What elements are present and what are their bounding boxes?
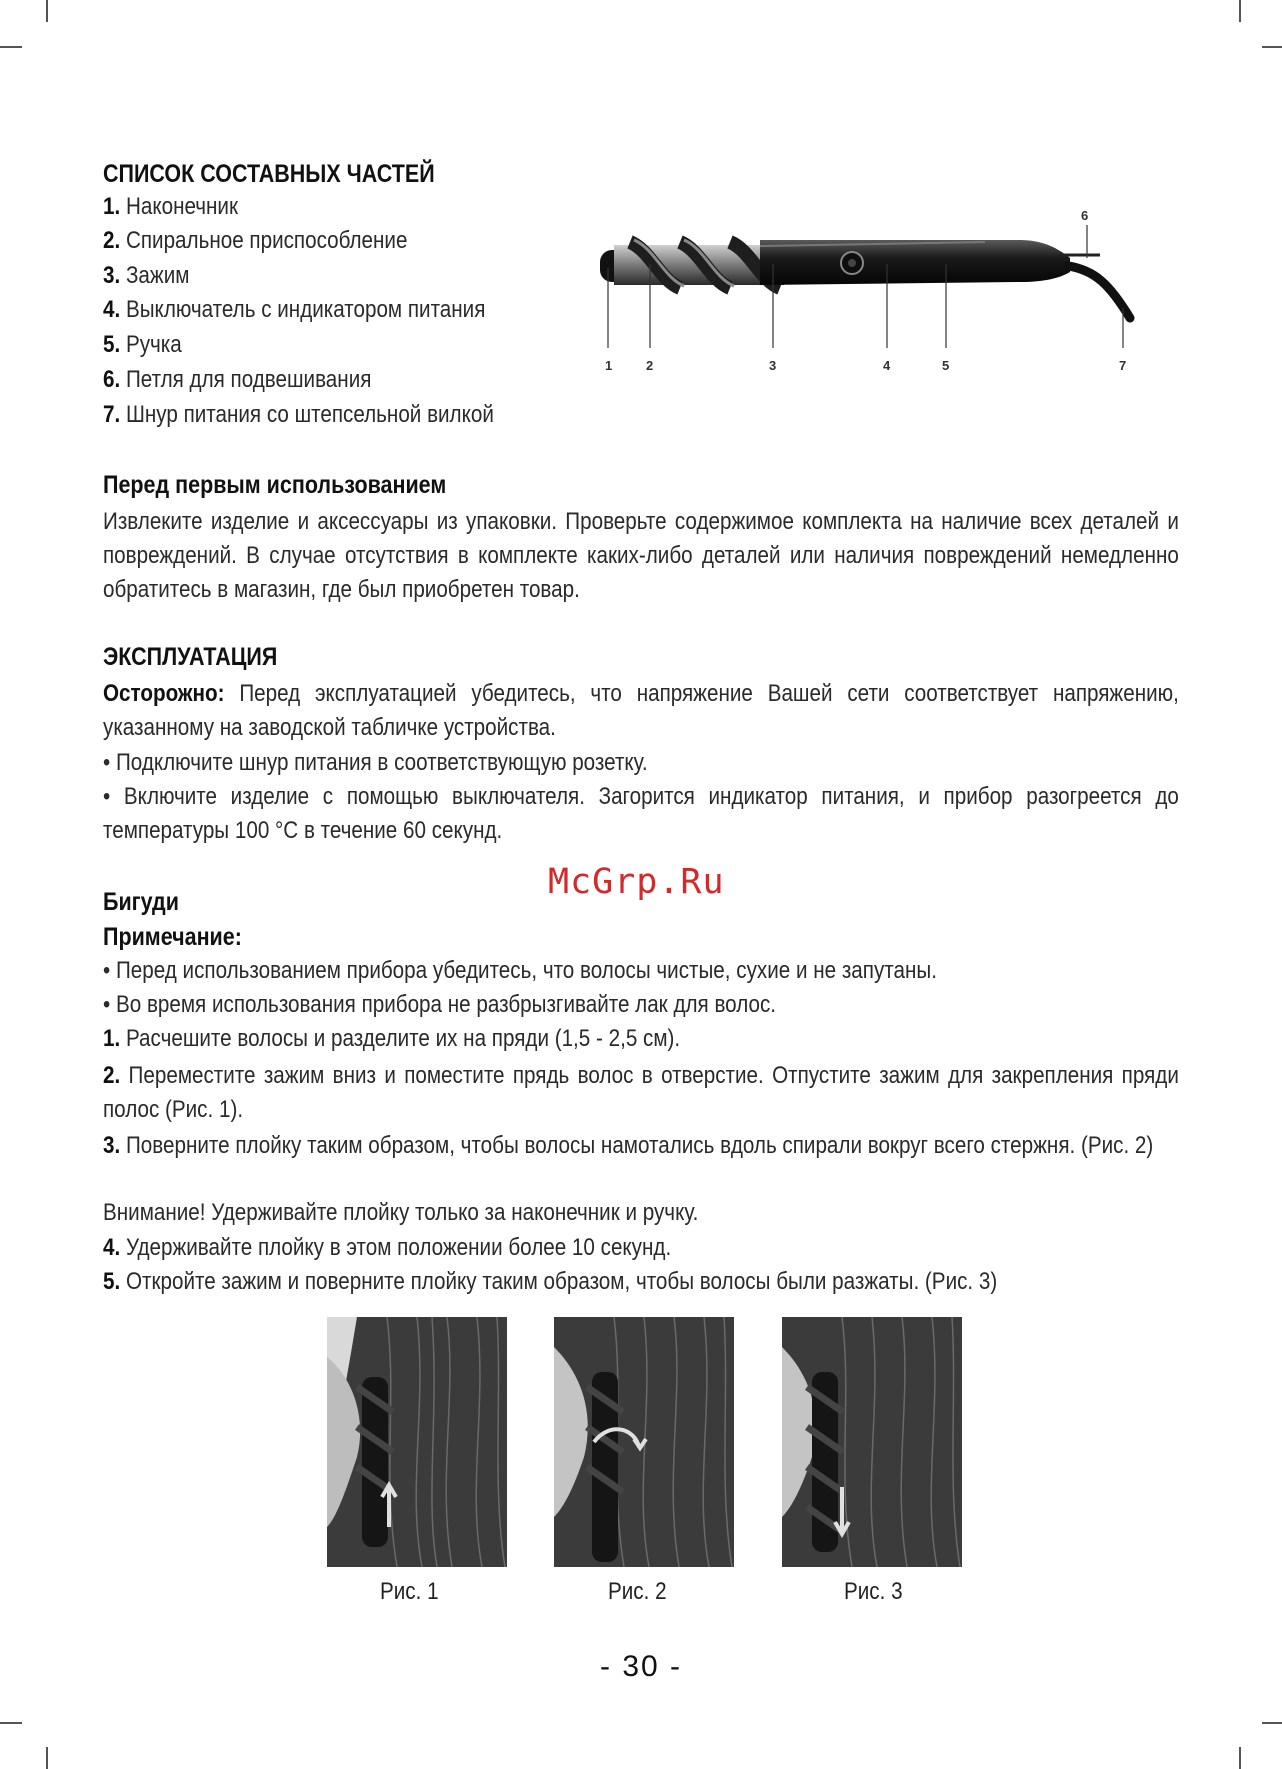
- step-item: 2. Переместите зажим вниз и поместите прядь волос в отверстие. Отпустите зажим для закрепления пряди полос (Рис. 1).: [103, 1062, 1179, 1123]
- figure-2-caption: Рис. 2: [608, 1578, 667, 1605]
- callout-1: 1: [605, 358, 613, 373]
- figure-3-caption: Рис. 3: [844, 1578, 903, 1605]
- step-item: 1. Расчешите волосы и разделите их на пряди (1,5 - 2,5 см).: [103, 1025, 681, 1052]
- operation-bullet: • Включите изделие с помощью выключателя. Загорится индикатор питания, и прибор разогреется до температуры 100 °С в течение 60 секунд.: [103, 783, 1179, 844]
- list-item: 6. Петля для подвешивания: [103, 366, 372, 393]
- figure-2-photo: [554, 1317, 734, 1567]
- step-item: 5. Откройте зажим и поверните плойку таким образом, чтобы волосы были разжаты. (Рис. 3): [103, 1268, 998, 1295]
- crop-mark: [46, 0, 48, 22]
- before-use-text: Извлеките изделие и аксессуары из упаковки. Проверьте содержимое комплекта на наличие всех деталей и повреждений. В случае отсутствия в комплекте каких-либо деталей или наличия повреждений немедленно обратитесь в магазин, где был приобретен товар.: [103, 508, 1179, 603]
- step-item: 4. Удерживайте плойку в этом положении более 10 секунд.: [103, 1234, 672, 1261]
- callout-7: 7: [1119, 358, 1127, 373]
- crop-mark: [46, 1747, 48, 1769]
- operation-title: ЭКСПЛУАТАЦИЯ: [103, 643, 278, 671]
- list-item: 7. Шнур питания со штепсельной вилкой: [103, 401, 494, 428]
- crop-mark: [1262, 1722, 1282, 1724]
- operation-bullet: • Подключите шнур питания в соответствующую розетку.: [103, 749, 648, 776]
- crop-mark: [0, 1722, 22, 1724]
- page-number: - 30 -: [600, 1650, 683, 1683]
- watermark: McGrp.Ru: [548, 862, 725, 902]
- callout-2: 2: [646, 358, 654, 373]
- crop-mark: [1262, 46, 1282, 48]
- list-item: 3. Зажим: [103, 262, 190, 289]
- note-item: • Перед использованием прибора убедитесь, что волосы чистые, сухие и не запутаны.: [103, 957, 937, 984]
- crop-mark: [0, 46, 22, 48]
- callout-5: 5: [942, 358, 950, 373]
- curling-iron-diagram: [590, 200, 1150, 380]
- curling-iron-illustration: [600, 240, 1130, 318]
- curlers-title: Бигуди: [103, 888, 179, 916]
- list-item: 2. Спиральное приспособление: [103, 227, 408, 254]
- operation-warning: Осторожно: Перед эксплуатацией убедитесь, что напряжение Вашей сети соответствует напряжению, указанному на заводской табличке устройства.: [103, 680, 1179, 741]
- callout-4: 4: [883, 358, 891, 373]
- step-item: 3. Поверните плойку таким образом, чтобы волосы намотались вдоль спирали вокруг всего стержня. (Рис. 2): [103, 1132, 1154, 1159]
- before-use-title: Перед первым использованием: [103, 471, 447, 499]
- list-item: 5. Ручка: [103, 331, 182, 358]
- figure-1-caption: Рис. 1: [380, 1578, 439, 1605]
- attention-text: Внимание! Удерживайте плойку только за наконечник и ручку.: [103, 1199, 699, 1226]
- figure-3-photo: [782, 1317, 962, 1567]
- note-label: Примечание:: [103, 923, 242, 951]
- callout-6: 6: [1081, 208, 1089, 223]
- note-item: • Во время использования прибора не разбрызгивайте лак для волос.: [103, 991, 777, 1018]
- callout-3: 3: [769, 358, 777, 373]
- crop-mark: [1239, 1747, 1241, 1769]
- list-item: 1. Наконечник: [103, 193, 238, 220]
- figure-1-photo: [327, 1317, 507, 1567]
- parts-title: СПИСОК СОСТАВНЫХ ЧАСТЕЙ: [103, 160, 435, 188]
- list-item: 4. Выключатель с индикатором питания: [103, 296, 486, 323]
- crop-mark: [1239, 0, 1241, 22]
